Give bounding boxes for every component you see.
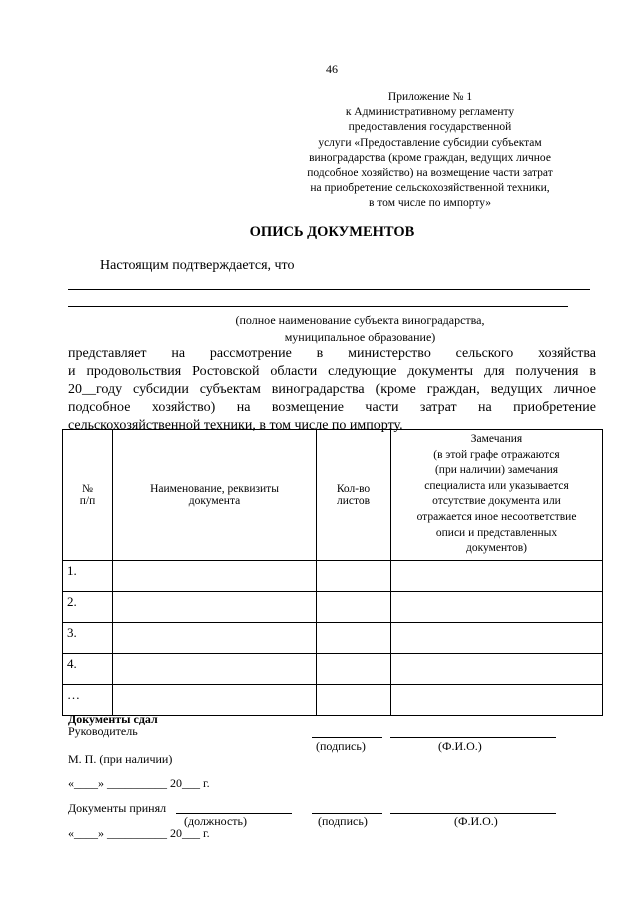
header-notes-line: (при наличии) замечания (434, 464, 559, 477)
header-sheets-line: листов (336, 495, 371, 507)
row-notes[interactable] (391, 654, 603, 685)
row-sheet-count[interactable] (317, 685, 391, 716)
appendix-line: к Административному регламенту (345, 106, 515, 119)
appendix-line: подсобное хозяйство) на возмещение части затрат (307, 167, 553, 180)
row-notes[interactable] (391, 685, 603, 716)
signature-caption: (подпись) (318, 814, 368, 828)
table-row (63, 623, 603, 654)
row-sheet-count[interactable] (317, 654, 391, 685)
row-number: … (63, 685, 113, 716)
appendix-line: в том числе по импорту» (369, 197, 491, 210)
header-name-line: Наименование, реквизиты (150, 483, 279, 495)
row-document-name[interactable] (113, 654, 317, 685)
seal-label: М. П. (при наличии) (68, 752, 173, 766)
header-notes-line: Замечания (470, 433, 523, 445)
manager-signature-line[interactable] (312, 737, 382, 738)
documents-table (62, 429, 603, 716)
table-row (63, 561, 603, 592)
header-number-line: № (82, 483, 93, 495)
subject-fill-line-1 (68, 289, 590, 290)
body-paragraph (68, 345, 596, 435)
body-line: сельскохозяйственной техники, в том числе по импорту. (68, 418, 403, 433)
appendix-header (280, 90, 580, 212)
header-name (113, 430, 317, 561)
row-sheet-count[interactable] (317, 561, 391, 592)
row-number: 1. (63, 561, 113, 592)
position-caption: (должность) (184, 814, 247, 828)
appendix-line: предоставления государственной (348, 121, 512, 134)
table-row (63, 592, 603, 623)
row-document-name[interactable] (113, 561, 317, 592)
row-document-name[interactable] (113, 592, 317, 623)
fio-caption: (Ф.И.О.) (438, 739, 482, 753)
subject-caption-line: (полное наименование субъекта виноградарства, (235, 313, 485, 327)
appendix-line: услуги «Предоставление субсидии субъектам (318, 136, 542, 149)
header-number-line: п/п (79, 495, 96, 507)
row-number: 2. (63, 592, 113, 623)
body-line: подсобное хозяйство) на возмещение части затрат на приобретение (68, 400, 596, 415)
header-number (63, 430, 113, 561)
header-sheets (317, 430, 391, 561)
header-notes-line: отражается иное несоответствие (416, 510, 577, 523)
manager-label: Руководитель (68, 724, 138, 738)
body-line: 20__году субсидии субъектам виноградарства (кроме граждан, ведущих личное (68, 382, 596, 397)
row-number: 4. (63, 654, 113, 685)
manager-fio-line[interactable] (390, 737, 556, 738)
row-sheet-count[interactable] (317, 592, 391, 623)
body-line: и продовольствия Ростовской области следующие документы для получения в (68, 364, 596, 379)
row-document-name[interactable] (113, 623, 317, 654)
header-notes-line: специалиста или указывается (424, 479, 569, 492)
document-title: ОПИСЬ ДОКУМЕНТОВ (249, 224, 415, 240)
accepted-date[interactable]: «____» __________ 20___ г. (68, 826, 210, 840)
subject-caption (170, 312, 550, 346)
subject-caption-line: муниципальное образование) (284, 330, 436, 344)
row-notes[interactable] (391, 623, 603, 654)
submitted-heading: Документы сдал (68, 712, 158, 726)
row-number: 3. (63, 623, 113, 654)
appendix-line: на приобретение сельскохозяйственной техники, (310, 182, 550, 195)
accepted-label: Документы принял (68, 801, 167, 815)
appendix-line: Приложение № 1 (387, 91, 473, 103)
row-notes[interactable] (391, 561, 603, 592)
header-name-line: документа (188, 495, 241, 507)
header-notes-line: отсутствие документа или (432, 495, 561, 508)
fio-caption: (Ф.И.О.) (454, 814, 498, 828)
header-sheets-line: Кол-во (336, 483, 371, 495)
subject-fill-line-2 (68, 306, 568, 307)
page-number: 46 (326, 62, 338, 76)
submitted-date[interactable]: «____» __________ 20___ г. (68, 776, 210, 790)
header-notes-line: описи и представленных (435, 526, 558, 539)
header-notes-line: (в этой графе отражаются (433, 448, 560, 461)
appendix-line: виноградарства (кроме граждан, ведущих личное (309, 151, 551, 164)
row-sheet-count[interactable] (317, 623, 391, 654)
table-row (63, 685, 603, 716)
table-row (63, 654, 603, 685)
intro-text: Настоящим подтверждается, что (100, 258, 295, 273)
signature-caption: (подпись) (316, 739, 366, 753)
header-notes (391, 430, 603, 561)
body-line: представляет на рассмотрение в министерство сельского хозяйства (68, 346, 596, 361)
table-header-row (63, 430, 603, 561)
row-notes[interactable] (391, 592, 603, 623)
row-document-name[interactable] (113, 685, 317, 716)
header-notes-line: документов) (465, 542, 528, 555)
